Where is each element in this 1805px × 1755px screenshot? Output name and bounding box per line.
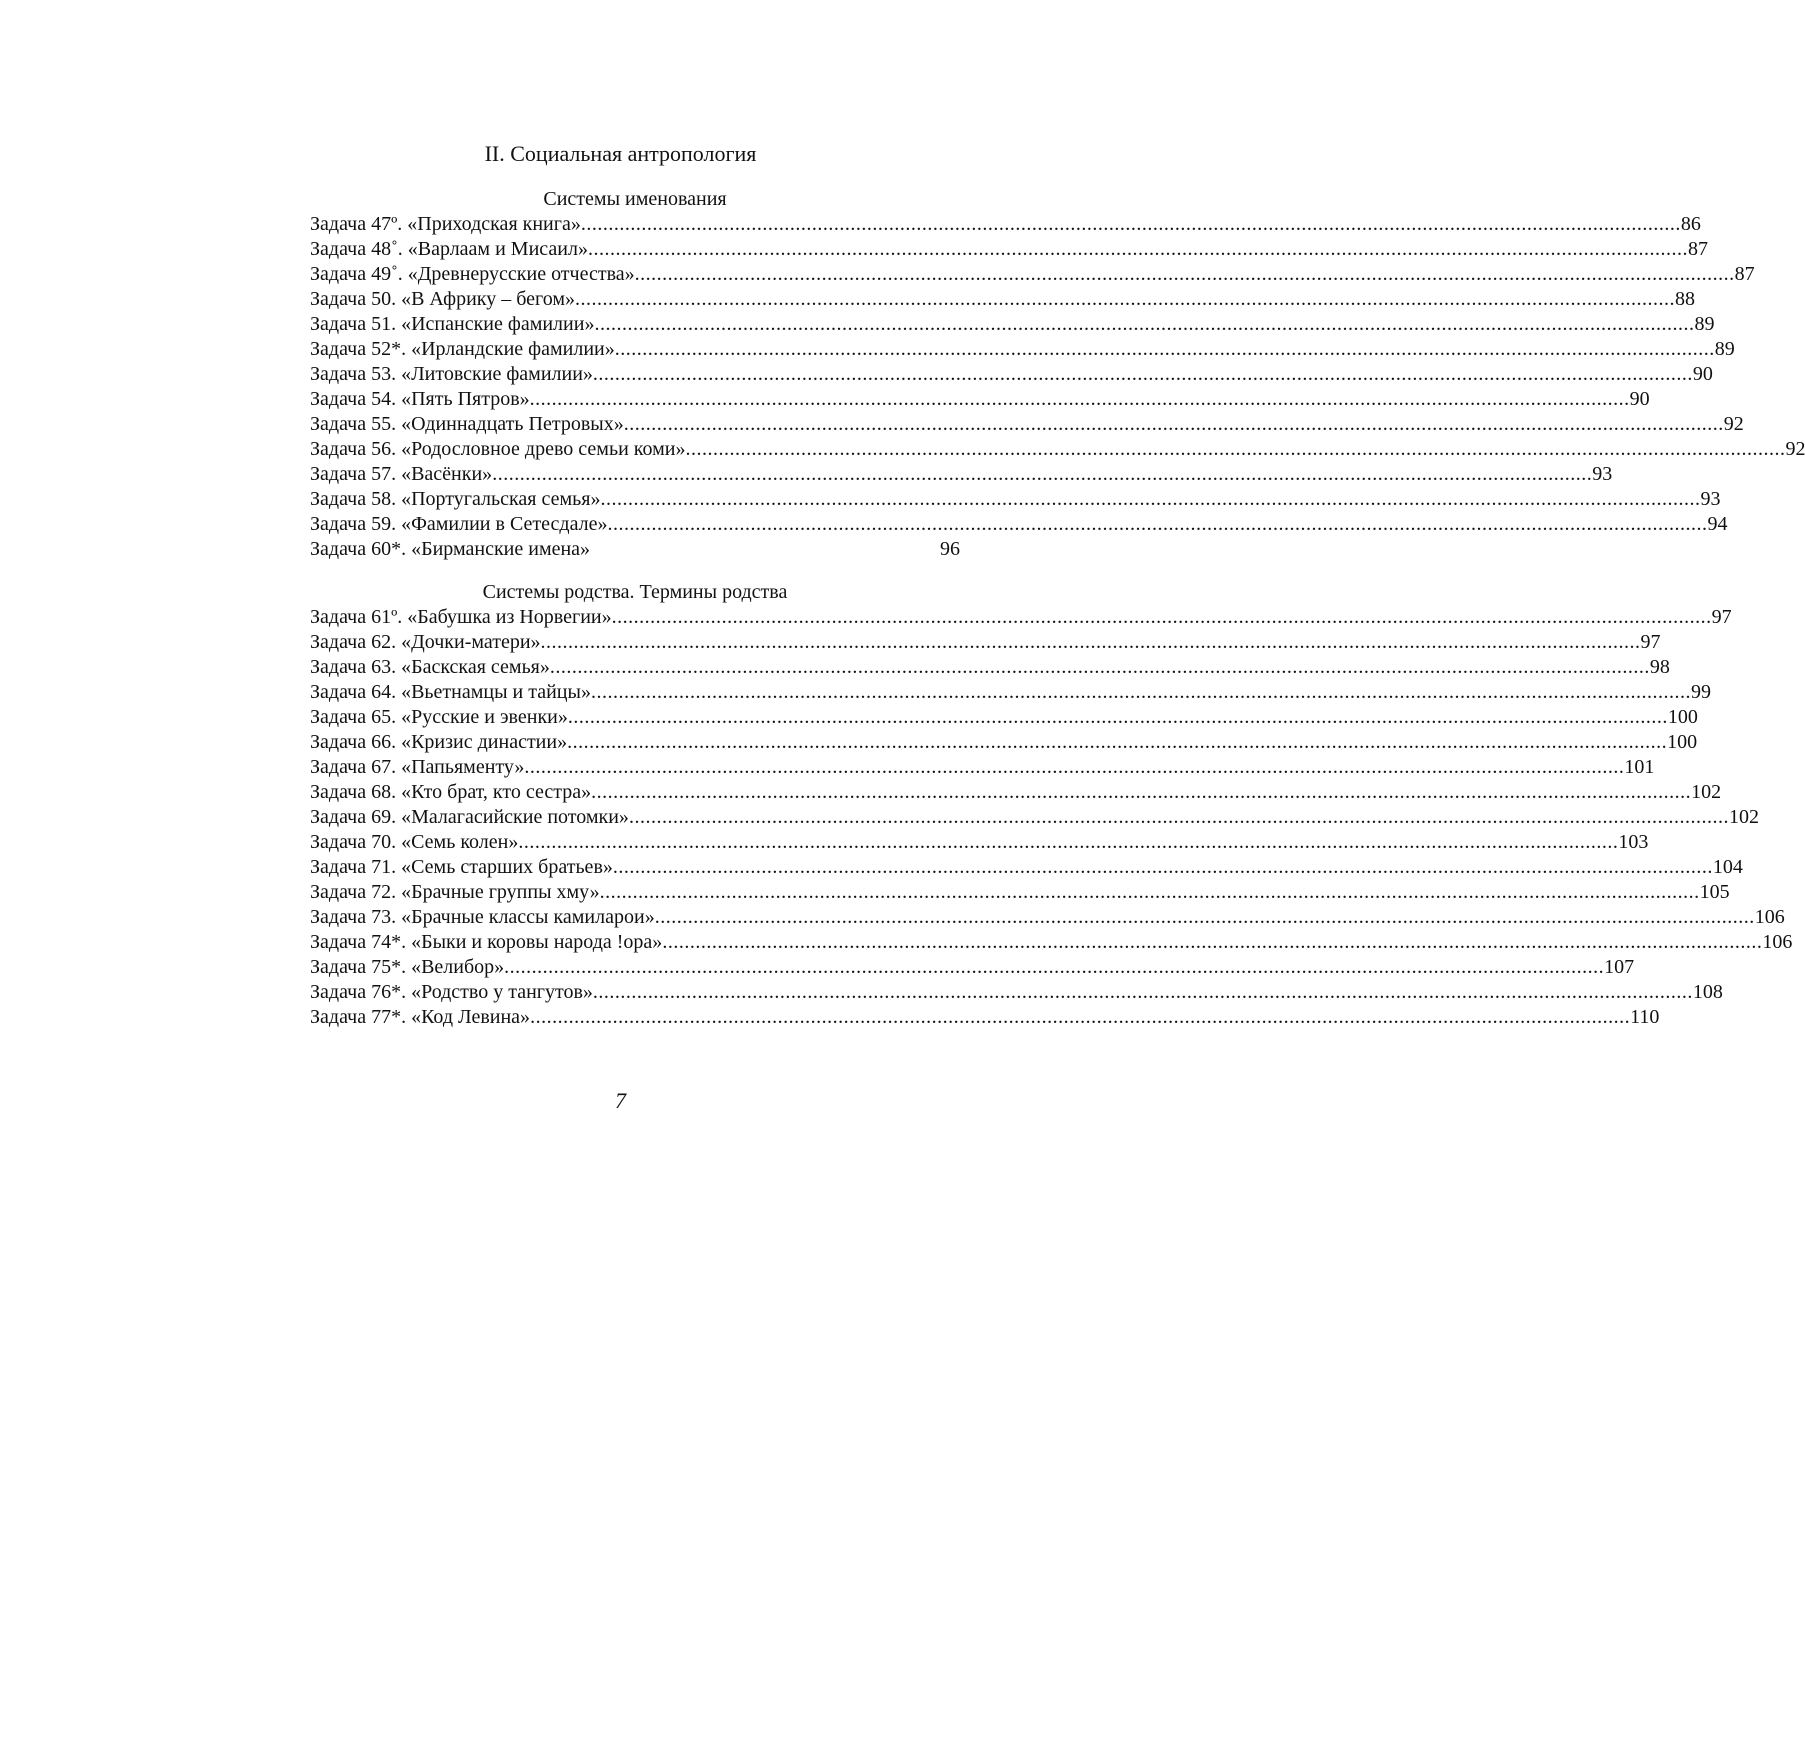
toc-entry-title: Задача 57. «Васёнки» (310, 463, 493, 485)
toc-dot-leader: ........................................................................................................................................................................................................ (614, 338, 1715, 360)
toc-entry[interactable] (310, 830, 1649, 855)
toc-entry[interactable] (310, 237, 1708, 262)
toc-entry-title: Задача 55. «Одиннадцать Петровых» (310, 413, 624, 435)
toc-list (310, 212, 1805, 562)
toc-entry-page: 107 (1604, 956, 1635, 978)
toc-dot-leader: ........................................................................................................................................................................................................ (611, 606, 1712, 628)
toc-entry-title: Задача 63. «Баскская семья» (310, 656, 550, 678)
toc-section-naming-systems (310, 187, 1805, 562)
toc-entry[interactable] (310, 905, 1785, 930)
toc-entry[interactable] (310, 412, 1744, 437)
toc-entry[interactable] (310, 212, 1701, 237)
toc-dot-leader: ........................................................................................................................................................................................................ (529, 388, 1630, 410)
toc-entry-page: 89 (1714, 338, 1735, 360)
toc-entry-page: 92 (1785, 438, 1805, 460)
toc-entry[interactable] (310, 337, 1735, 362)
toc-entry-title: Задача 58. «Португальская семья» (310, 488, 601, 510)
toc-entry-page: 105 (1699, 881, 1730, 903)
toc-dot-leader: ........................................................................................................................................................................................................ (530, 1006, 1631, 1028)
toc-entry-page: 98 (1649, 656, 1670, 678)
toc-entry-page: 99 (1690, 681, 1711, 703)
toc-entry[interactable] (310, 387, 1650, 412)
toc-entry-page: 97 (1711, 606, 1732, 628)
toc-entry-title: Задача 52*. «Ирландские фамилии» (310, 338, 615, 360)
toc-entry-page: 100 (1667, 706, 1698, 728)
toc-dot-leader: ........................................................................................................................................................................................................ (591, 781, 1692, 803)
toc-entry-title: Задача 60*. «Бирманские имена» (310, 538, 591, 560)
toc-section-kinship-systems (310, 580, 1793, 1030)
toc-entry-page: 87 (1734, 263, 1755, 285)
toc-entry-page: 94 (1707, 513, 1728, 535)
part-title: II. Социальная антропология (484, 141, 757, 166)
toc-dot-leader: ........................................................................................................................................................................................................ (549, 656, 1650, 678)
toc-entry-title: Задача 70. «Семь колен» (310, 831, 519, 853)
toc-entry[interactable] (310, 605, 1732, 630)
toc-entry[interactable] (310, 930, 1793, 955)
toc-entry-title: Задача 72. «Брачные группы хму» (310, 881, 600, 903)
toc-entry-title: Задача 53. «Литовские фамилии» (310, 363, 593, 385)
toc-entry[interactable] (310, 362, 1713, 387)
toc-entry-page: 100 (1667, 731, 1698, 753)
toc-dot-leader: ........................................................................................................................................................................................................ (540, 631, 1641, 653)
toc-entry[interactable] (310, 537, 960, 562)
toc-entry[interactable] (310, 705, 1698, 730)
toc-dot-leader: ........................................................................................................................................................................................................ (599, 881, 1700, 903)
toc-entry-title: Задача 64. «Вьетнамцы и тайцы» (310, 681, 591, 703)
toc-dot-leader: ........................................................................................................................................................................................................ (518, 831, 1619, 853)
toc-entry-page: 104 (1712, 856, 1743, 878)
toc-entry[interactable] (310, 287, 1695, 312)
toc-entry[interactable] (310, 630, 1661, 655)
toc-entry-title: Задача 50. «В Африку – бегом» (310, 288, 575, 310)
toc-entry-title: Задача 56. «Родословное древо семьи коми» (310, 438, 686, 460)
toc-entry-title: Задача 66. «Кризис династии» (310, 731, 568, 753)
toc-entry-page: 106 (1762, 931, 1793, 953)
toc-entry[interactable] (310, 312, 1715, 337)
toc-dot-leader: ........................................................................................................................................................................................................ (634, 263, 1735, 285)
toc-entry-title: Задача 76*. «Родство у тангутов» (310, 981, 593, 1003)
toc-entry-page: 90 (1629, 388, 1650, 410)
toc-dot-leader: ........................................................................................................................................................................................................ (587, 238, 1688, 260)
toc-dot-leader: ........................................................................................................................................................................................................ (504, 956, 1605, 978)
toc-entry[interactable] (310, 437, 1805, 462)
toc-entry-title: Задача 61º. «Бабушка из Норвегии» (310, 606, 612, 628)
toc-entry-title: Задача 67. «Папьяменту» (310, 756, 525, 778)
toc-entry-page: 96 (940, 538, 960, 560)
toc-entry-page: 93 (1700, 488, 1721, 510)
toc-entry[interactable] (310, 855, 1743, 880)
toc-entry-title: Задача 71. «Семь старших братьев» (310, 856, 613, 878)
toc-entry-page: 93 (1592, 463, 1613, 485)
toc-entry[interactable] (310, 262, 1755, 287)
toc-entry[interactable] (310, 880, 1730, 905)
toc-entry[interactable] (310, 655, 1670, 680)
toc-entry-title: Задача 51. «Испанские фамилии» (310, 313, 595, 335)
toc-entry[interactable] (310, 805, 1759, 830)
toc-dot-leader: ........................................................................................................................................................................................................ (662, 931, 1763, 953)
toc-entry-title: Задача 47º. «Приходская книга» (310, 213, 581, 235)
toc-entry-page: 88 (1674, 288, 1695, 310)
toc-entry-page: 106 (1754, 906, 1785, 928)
toc-entry-title: Задача 75*. «Велибор» (310, 956, 505, 978)
toc-dot-leader: ........................................................................................................................................................................................................ (612, 856, 1713, 878)
toc-entry[interactable] (310, 955, 1635, 980)
toc-entry-title: Задача 62. «Дочки-матери» (310, 631, 541, 653)
toc-dot-leader: ........................................................................................................................................................................................................ (590, 681, 1691, 703)
toc-entry-title: Задача 77*. «Код Левина» (310, 1006, 531, 1028)
toc-entry-page: 101 (1624, 756, 1655, 778)
toc-entry-title: Задача 48˚. «Варлаам и Мисаил» (310, 238, 588, 260)
toc-entry-page: 92 (1723, 413, 1744, 435)
toc-entry-title: Задача 74*. «Быки и коровы народа !ора» (310, 931, 663, 953)
toc-entry[interactable] (310, 512, 1728, 537)
toc-entry-title: Задача 73. «Брачные классы камиларои» (310, 906, 655, 928)
toc-dot-leader: ........................................................................................................................................................................................................ (623, 413, 1724, 435)
toc-entry[interactable] (310, 1005, 1660, 1030)
toc-entry-page: 108 (1692, 981, 1723, 1003)
toc-entry-title: Задача 49˚. «Древнерусские отчества» (310, 263, 635, 285)
toc-entry-page: 97 (1640, 631, 1661, 653)
toc-entry-page: 86 (1680, 213, 1701, 235)
page-number: 7 (615, 1088, 626, 1113)
toc-entry[interactable] (310, 780, 1722, 805)
toc-dot-leader: ........................................................................................................................................................................................................ (607, 513, 1708, 535)
toc-dot-leader: ........................................................................................................................................................................................................ (594, 313, 1695, 335)
toc-dot-leader: ........................................................................................................................................................................................................ (592, 981, 1693, 1003)
toc-entry[interactable] (310, 730, 1698, 755)
toc-dot-leader: ........................................................................................................................................................................................................ (654, 906, 1755, 928)
toc-entry-page: 102 (1691, 781, 1722, 803)
toc-entry[interactable] (310, 980, 1723, 1005)
toc-entry-title: Задача 59. «Фамилии в Сетесдале» (310, 513, 608, 535)
toc-dot-leader: ........................................................................................................................................................................................................ (580, 213, 1681, 235)
toc-entry-page: 103 (1618, 831, 1649, 853)
toc-dot-leader: ........................................................................................................................................................................................................ (600, 488, 1701, 510)
toc-dot-leader: ........................................................................................................................................................................................................ (685, 438, 1786, 460)
toc-dot-leader: ........................................................................................................................................................................................................ (574, 288, 1675, 310)
toc-entry-page: 87 (1687, 238, 1708, 260)
toc-entry[interactable] (310, 680, 1711, 705)
toc-dot-leader: ........................................................................................................................................................................................................ (492, 463, 1593, 485)
toc-entry-page: 102 (1728, 806, 1759, 828)
toc-list (310, 605, 1793, 1030)
toc-dot-leader: ........................................................................................................................................................................................................ (628, 806, 1729, 828)
section-title: Системы родства. Термины родства (482, 581, 788, 603)
toc-entry-title: Задача 65. «Русские и эвенки» (310, 706, 568, 728)
toc-dot-leader: ........................................................................................................................................................................................................ (592, 363, 1693, 385)
toc-entry-page: 110 (1630, 1006, 1660, 1028)
toc-entry[interactable] (310, 462, 1613, 487)
toc-entry-page: 90 (1692, 363, 1713, 385)
toc-dot-leader: ........................................................................................................................................................................................................ (524, 756, 1625, 778)
toc-entry-title: Задача 54. «Пять Пятров» (310, 388, 530, 410)
toc-entry-title: Задача 68. «Кто брат, кто сестра» (310, 781, 592, 803)
section-title: Системы именования (543, 188, 727, 210)
toc-dot-leader: ........................................................................................................................................................................................................ (567, 706, 1668, 728)
toc-entry[interactable] (310, 487, 1721, 512)
toc-entry-page: 89 (1694, 313, 1715, 335)
toc-entry[interactable] (310, 755, 1655, 780)
toc-entry-title: Задача 69. «Малагасийские потомки» (310, 806, 629, 828)
toc-dot-leader: ........................................................................................................................................................................................................ (567, 731, 1668, 753)
